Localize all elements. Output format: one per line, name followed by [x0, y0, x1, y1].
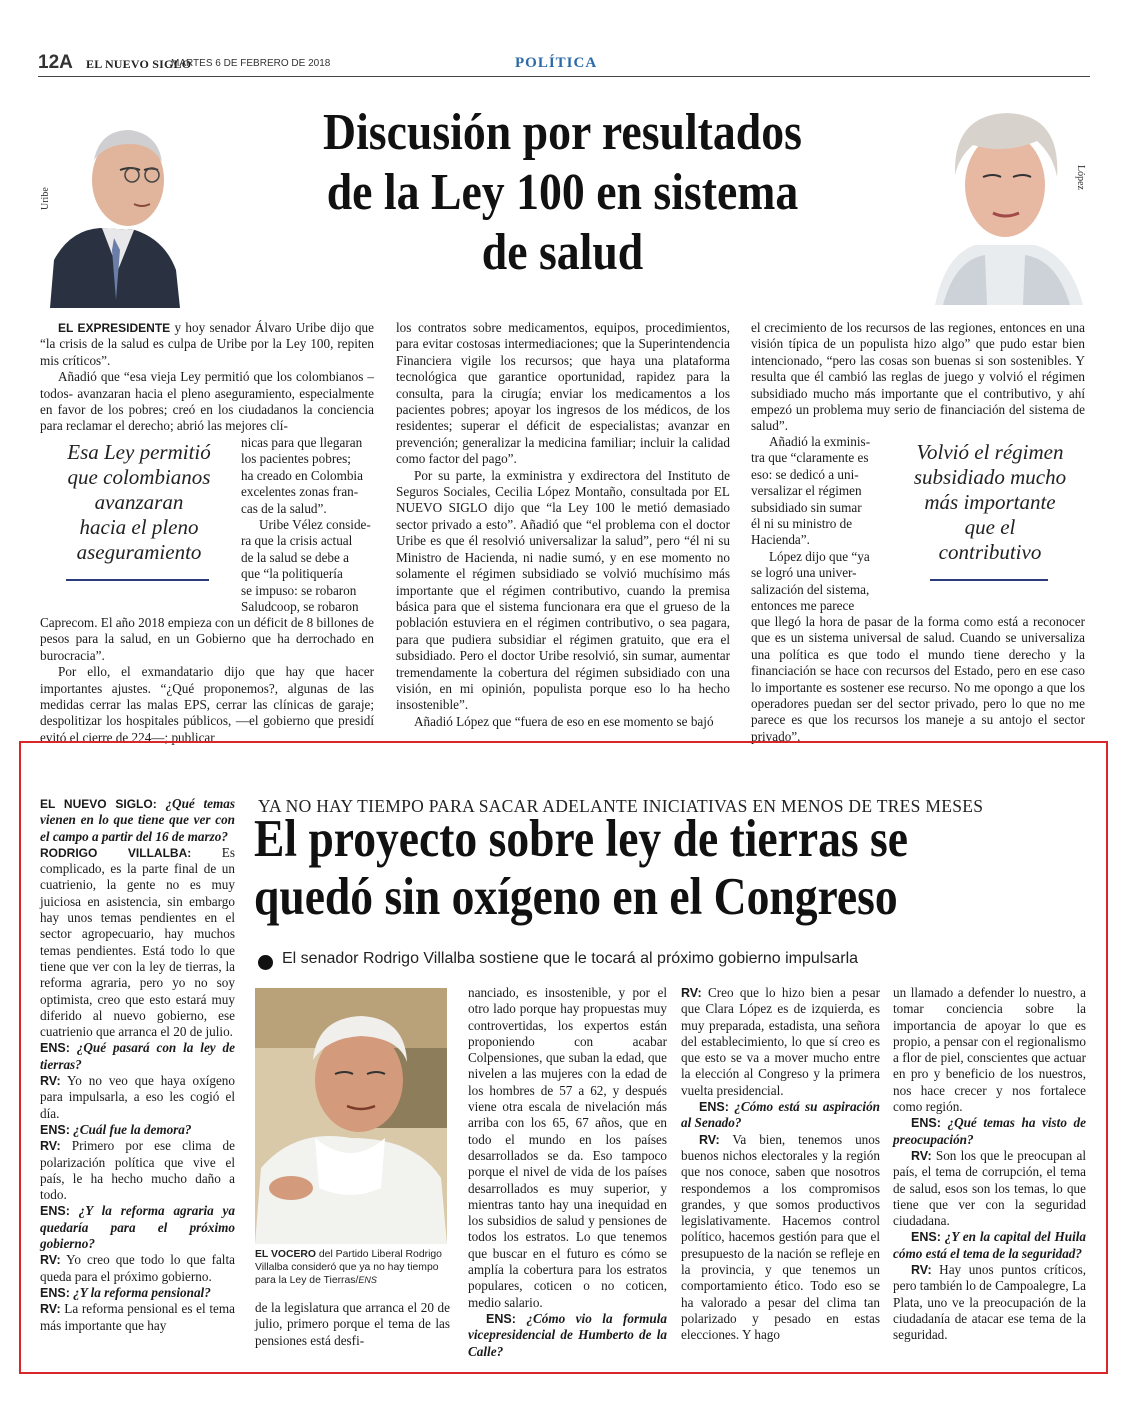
text-line: versalizar el régimen	[751, 483, 862, 499]
pull-quote-line: Esa Ley permitió	[67, 440, 211, 464]
paragraph: los contratos sobre medicamentos, equipos, procedimientos, para evitar costosas intermediaciones; que la Superintendencia Financiera vigile los recursos; que haya una plataforma tecnológica que garantice oportunidad, rapidez para la consulta, para la cirugía; enviar los medicamentos a los pacientes pobres; apoyar los ingresos de los médicos, de los residentes; superar el déficit de especialistas; avanzar en prevención; generalizar la medicina familiar; incluir la calidad como factor del pago”.	[396, 320, 730, 467]
answer: Primero por ese clima de polarización política que vive el país, le ha hecho mucho daño a todo.	[40, 1138, 235, 1203]
answer: Es complicado, es la parte final de un cuatrienio, la gente no es muy juiciosa en asistencia, sin embargo hay unos temas pendientes en el sector agropecuario, hay muchos temas pendientes. Está todo lo que tiene que ver con la ley de tierras, la reforma agraria, pero yo no soy optimista, creo que esto estará muy diferido al nuevo gobierno, ese cuatrienio que arranca el 20 de julio.	[40, 844, 235, 1040]
article1-column-1	[40, 320, 374, 435]
paragraph: Por su parte, la exministra y exdirectora del Instituto de Seguros Sociales, Cecilia López Montaño, consultada por EL NUEVO SIGLO dijo que “la Ley 100 le metió demasiado sector privado a esto”. Añadió que “el problema con el doctor Uribe es que él resolvió universalizar la salud”, pero “él ni su Ministro de Hacienda, ni nadie sumó, y en ese momento no solamente el régimen subsidiado se volvió muchísimo más importante que el régimen contributivo, cuando la premisa básica para que el sistema funcionara era que el grueso de la población estuviera en el régimen contributivo, o sea pagara, para que pudiera subsidiar el régimen gratuito, que era el subsidiado. Pero el doctor Uribe resolvió, sin sumar, aumentar tremendamente la cobertura del régimen subsidiado con una visión, en mi opinión, populista porque eso lo ha hecho insostenible”.	[396, 467, 730, 713]
speaker-label: RV:	[699, 1132, 720, 1147]
speaker-label: ENS:	[911, 1230, 941, 1245]
lead-caps: EL EXPRESIDENTE	[58, 321, 171, 335]
article1-column-3-narrow	[751, 434, 886, 614]
caption-credit: ENS	[358, 1275, 377, 1285]
article1-column-1-bottom	[40, 615, 374, 746]
villalba-photo-caption	[255, 1248, 451, 1287]
speaker-label: RODRIGO VILLALBA:	[40, 845, 192, 860]
text-line: se logró una univer-	[751, 565, 857, 581]
text-line: subsidiado sin sumar	[751, 499, 862, 515]
pull-quote-line: más importante	[924, 490, 1056, 514]
question: ¿Qué temas ha visto de preocupación?	[893, 1115, 1086, 1147]
pull-quote-line: que el	[964, 515, 1016, 539]
pull-quote-line: aseguramiento	[76, 540, 202, 564]
interview-column-3	[468, 985, 667, 1360]
page-number: 12A	[38, 52, 73, 73]
headline-line: El proyecto sobre ley de tierras se	[254, 810, 909, 868]
text-line: excelentes zonas fran-	[241, 484, 359, 500]
question: ¿Cómo vio la formula vicepresidencial de Humberto de la Calle?	[468, 1310, 667, 1359]
answer: nanciado, es insostenible, y por el otro lado porque hay propuestas muy controvertidas, los expertos están proponiendo con acabar Colpensiones, que suban la edad, que nivelen a las mujeres con la edad de los hombres de 57 a 62, y después viene otra escala de nivelación más arriba con los 65, 67 años, que en todo el mundo en los países desarrollados se da. Eso tampoco porque el nivel de vida de los países desarrollados es muy superior, y mientras tanto hay una inequidad en los subsidios de salud y pensiones de todos los estratos. Lo que tenemos que buscar en el futuro es cómo se amplía la cobertura para los estratos populares, coticen o no coticen, medio salario.	[468, 985, 667, 1310]
speaker-label: RV:	[40, 1139, 61, 1154]
text-line: los pacientes pobres;	[241, 451, 351, 467]
pull-quote-rule	[66, 579, 209, 581]
interview-column-2-bottom	[255, 1300, 450, 1349]
text-line: salización del sistema,	[751, 581, 870, 597]
interview-column-1	[40, 796, 235, 1334]
text-line: ha creado en Colombia	[241, 467, 363, 483]
speaker-label: ENS:	[699, 1100, 729, 1115]
text-line: cas de la salud”.	[241, 500, 327, 516]
text-line: que “la politiquería	[241, 566, 343, 582]
paragraph: Caprecom. El año 2018 empieza con un déficit de 8 billones de pesos para la salud, en un Gobierno que ha derrochado en burocracia”.	[40, 615, 374, 663]
lopez-photo	[925, 95, 1085, 305]
question: ¿Qué temas vienen en lo que tiene que ver con el campo a partir del 16 de marzo?	[40, 796, 236, 844]
lopez-photo-caption: López	[1075, 165, 1086, 190]
text-line: eso: se dedicó a uni-	[751, 466, 859, 482]
question: ¿Y la reforma agraria ya quedaría para el próximo gobierno?	[40, 1203, 235, 1252]
text-line: López dijo que “ya	[769, 548, 870, 564]
text-line: Uribe Vélez conside-	[259, 517, 371, 533]
speaker-label: RV:	[911, 1263, 932, 1278]
speaker-label: ENS:	[40, 1122, 70, 1137]
article1-column-3	[751, 320, 1085, 435]
header-rule	[38, 76, 1090, 77]
uribe-photo-caption: Uribe	[40, 187, 51, 210]
answer: un llamado a defender lo nuestro, a tomar conciencia sobre la importancia de apoyar lo que es propio, a pensar con el regionalismo a flor de piel, conscientes que actuar en pro y beneficio de los nuestros, nos hace crecer y nos fortalece como región.	[893, 985, 1086, 1115]
kicker: YA NO HAY TIEMPO PARA SACAR ADELANTE INICIATIVAS EN MENOS DE TRES MESES	[258, 796, 984, 816]
answer: La reforma pensional es el tema más importante que hay	[40, 1301, 235, 1333]
issue-date: MARTES 6 DE FEBRERO DE 2018	[171, 58, 331, 69]
text-line: se impuso: se robaron	[241, 582, 357, 598]
text-line: nicas para que llegaran	[241, 435, 363, 450]
text-line: ra que la crisis actual	[241, 533, 353, 549]
paragraph: Por ello, el exmandatario dijo que hay que hacer importantes ajustes. “¿Qué proponemos?, algunas de las medidas cerrar las malas EPS, cerrar las clínicas de garaje; despolitizar los hospitales públicos, —el gobierno que presidí evitó el cierre de 224—; publicar	[40, 664, 374, 745]
pull-quote-line: avanzaran	[94, 490, 184, 514]
question: ¿Qué pasará con la ley de tierras?	[40, 1040, 235, 1072]
text-line: de la salud se debe a	[241, 549, 350, 565]
answer: Yo creo que todo lo que falta queda para el próximo gobierno.	[40, 1252, 235, 1284]
speaker-label: ENS:	[911, 1116, 941, 1131]
speaker-label: EL NUEVO SIGLO:	[40, 797, 157, 811]
page-header	[38, 50, 1090, 80]
pull-quote-left	[44, 440, 234, 565]
headline-line: de la Ley 100 en sistema	[326, 164, 799, 221]
answer: de la legislatura que arranca el 20 de julio, primero porque el tema de las pensiones está desfi-	[255, 1300, 450, 1348]
paragraph: Añadió López que “fuera de eso en ese momento se bajó	[414, 713, 714, 729]
caption-text: del Partido Liberal Rodrigo Villalba consideró que ya no hay tiempo para la Ley de Tierras/	[255, 1249, 442, 1286]
article1-column-3-bottom	[751, 614, 1085, 745]
question: ¿Y la reforma pensional?	[69, 1284, 211, 1300]
pull-quote-line: subsidiado mucho	[913, 465, 1067, 489]
subheadline: El senador Rodrigo Villalba sostiene que le tocará al próximo gobierno impulsarla	[282, 950, 859, 967]
interview-column-5	[893, 985, 1086, 1344]
pull-quote-line: Volvió el régimen	[916, 440, 1064, 464]
speaker-label: ENS:	[40, 1285, 70, 1300]
headline-line: quedó sin oxígeno en el Congreso	[254, 868, 898, 926]
text-line: entonces me parece	[751, 598, 855, 614]
speaker-label: RV:	[40, 1302, 61, 1317]
speaker-label: ENS:	[486, 1311, 516, 1326]
text-line: Saludcoop, se robaron	[241, 599, 359, 615]
speaker-label: RV:	[40, 1074, 61, 1089]
pull-quote-rule	[930, 579, 1048, 581]
paragraph: el crecimiento de los recursos de las regiones, entonces en una visión típica de un populista hizo algo” que pudo estar bien intencionado, “pero las cosas son buenas si son sostenibles. Y resulta que él cambió las reglas de juego y volvió el régimen subsidiado mucho más importante que el contributivo, y ahí empezó un problema muy serio de financiación del sistema de salud”.	[751, 320, 1085, 434]
interview-headline	[254, 810, 942, 926]
answer: Va bien, tenemos unos buenos nichos electorales y la región que nos conoce, saben que nosotros respondemos a los compromisos grandes, y que somos productivos legislativamente. Hacemos control político, hacemos gestión para que el presupuesto de la nación se refleje en la provincia, y que tenemos un comportamiento ético. Todo eso se ha valorado a pesar del clima tan polarizado y pesado en estas elecciones. Y hago	[681, 1131, 880, 1343]
pull-quote-line: contributivo	[938, 540, 1042, 564]
article1-column-2	[396, 320, 730, 730]
paragraph: Añadió que “esa vieja Ley permitió que los colombianos –todos- avanzaran hacia el pleno aseguramiento, especialmente en favor de los pobres; creó en los ciudadanos la conciencia para reclamar el derecho; abrió las mejores clí-	[40, 369, 374, 434]
masthead: EL NUEVO SIGLO	[86, 57, 192, 71]
headline-line: de salud	[481, 224, 644, 281]
interview-column-4	[681, 985, 880, 1344]
speaker-label: RV:	[911, 1148, 932, 1163]
text-line: él ni su ministro de	[751, 516, 853, 532]
pull-quote-line: hacia el pleno	[79, 515, 199, 539]
question: ¿Y en la capital del Huila cómo está el tema de la seguridad?	[893, 1229, 1086, 1261]
pull-quote-line: que colombianos	[67, 465, 211, 489]
caption-lead: EL VOCERO	[255, 1249, 317, 1260]
text-line: tra que “claramente es	[751, 450, 869, 466]
answer: Son los que le preocupan al país, el tema de corrupción, el tema de salud, esos son los temas, lo que tiene que ver con la seguridad ciudadana.	[893, 1147, 1086, 1229]
speaker-label: RV:	[40, 1253, 61, 1268]
pull-quote-right	[892, 440, 1088, 565]
answer: Yo no veo que haya oxígeno para impulsarla, a eso les cogió el día.	[40, 1073, 235, 1121]
section-name: POLÍTICA	[515, 55, 598, 71]
paragraph: y hoy senador Álvaro Uribe dijo que “la crisis de la salud es culpa de Uribe por la Ley 100, repiten mis críticos”.	[40, 320, 375, 368]
villalba-photo	[255, 988, 447, 1244]
main-headline	[248, 103, 877, 283]
uribe-photo	[40, 100, 180, 308]
speaker-label: RV:	[681, 986, 702, 1000]
headline-line: Discusión por resultados	[323, 104, 802, 161]
text-line: Añadió la exminis-	[769, 434, 871, 449]
answer: Hay unos puntos críticos, pero también lo de Campoalegre, La Plata, uno ve la preocupación de la ciudadanía de atacar ese tema de la seguridad.	[893, 1262, 1086, 1343]
article1-column-1-narrow	[241, 435, 374, 615]
text-line: Hacienda”.	[751, 532, 810, 548]
speaker-label: ENS:	[40, 1204, 70, 1219]
speaker-label: ENS:	[40, 1041, 70, 1056]
question: ¿Cuál fue la demora?	[69, 1121, 192, 1137]
bullet-icon	[258, 955, 273, 970]
answer: Creo que lo hizo bien a pesar que Clara López es de izquierda, es muy preparada, estadista, una señora del establecimiento, lo que sí creo es que esto se va a mover mucho entre la elección al Congreso y la primera vuelta presidencial.	[681, 985, 880, 1098]
question: ¿Cómo está su aspiración al Senado?	[681, 1099, 880, 1131]
paragraph: que llegó la hora de pasar de la forma como está a reconocer que es un sistema universal de salud. Cuando se universaliza una política es que todo el mundo tiene derecho y la financiación se hace con recursos del Estado, pero en ese caso lo importante es sostener ese recurso. No me opongo a que los operadores puedan ser del sector privado, pero lo que no me parece es que los recursos los maneje a su antojo el sector privado”.	[751, 614, 1085, 744]
